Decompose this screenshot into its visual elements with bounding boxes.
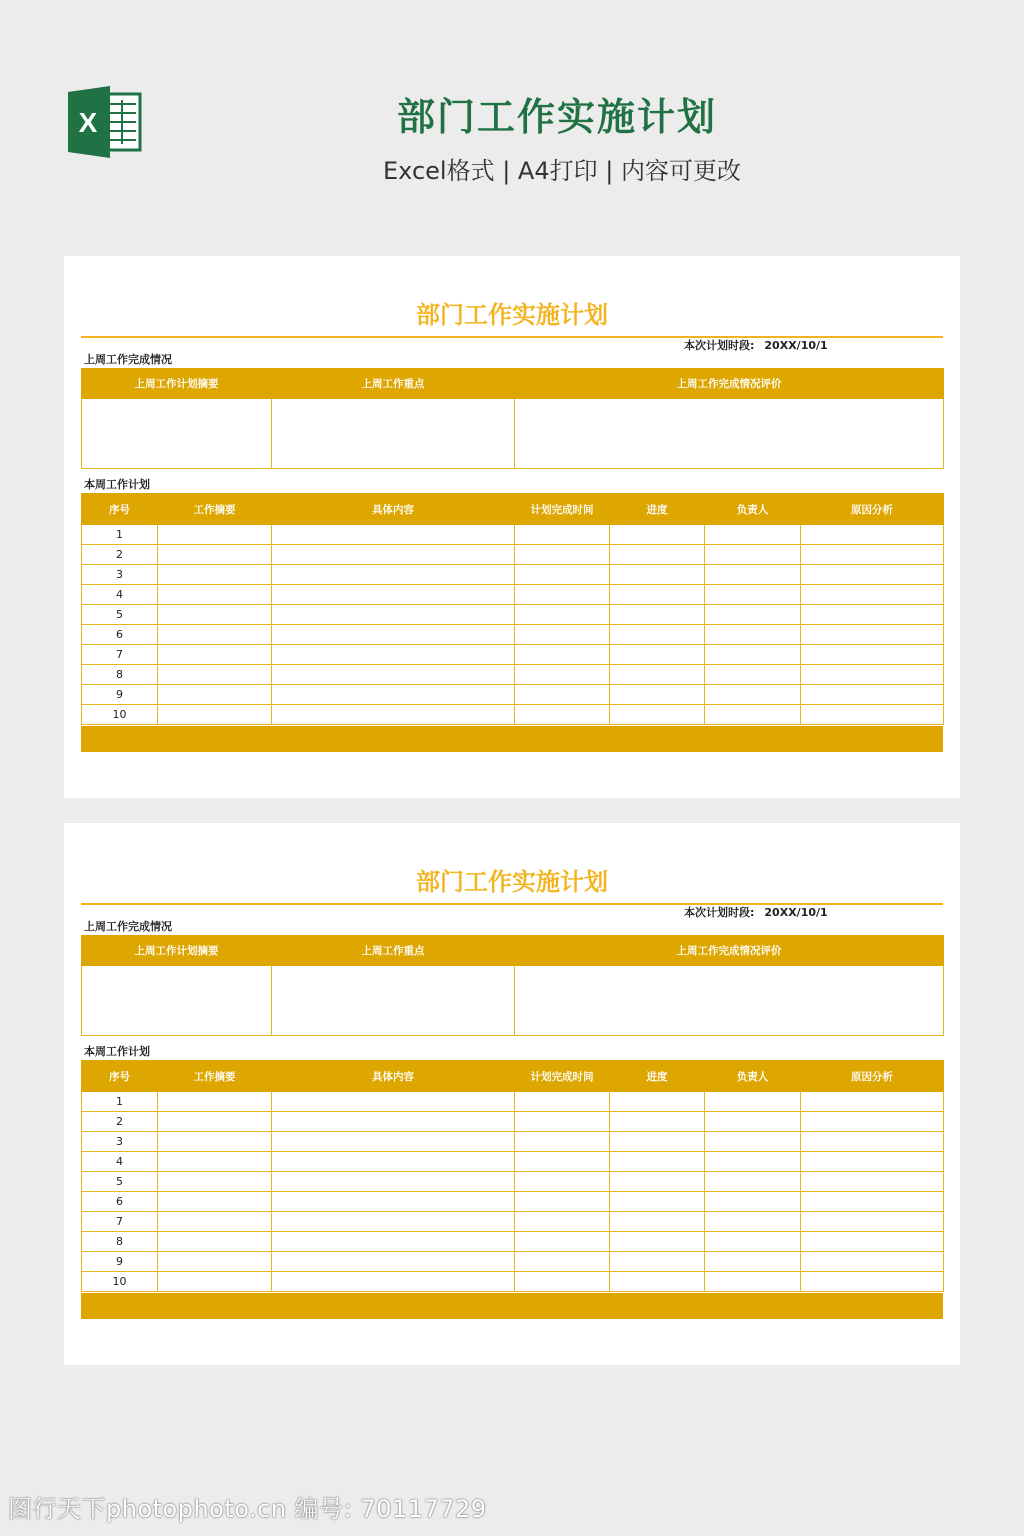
table-cell[interactable]	[272, 625, 515, 645]
table-cell[interactable]	[801, 645, 944, 665]
table-cell[interactable]	[272, 399, 515, 469]
table-footer-bar	[81, 726, 943, 752]
header-cell: 序号	[82, 494, 158, 525]
last-week-label: 上周工作完成情况	[84, 353, 172, 366]
page-subtitle: Excel格式 | A4打印 | 内容可更改	[383, 157, 741, 185]
table-cell[interactable]	[515, 525, 610, 545]
table-cell[interactable]	[272, 1192, 515, 1212]
table-cell[interactable]	[515, 645, 610, 665]
table-cell[interactable]	[705, 565, 801, 585]
table-cell[interactable]	[610, 1132, 705, 1152]
table-cell[interactable]	[515, 625, 610, 645]
table-cell[interactable]	[158, 665, 272, 685]
row-number-cell[interactable]: 7	[82, 645, 158, 665]
table-row	[82, 1212, 944, 1232]
table-row	[82, 1172, 944, 1192]
table-cell[interactable]	[610, 605, 705, 625]
table-cell[interactable]	[705, 1112, 801, 1132]
table-cell[interactable]	[158, 1092, 272, 1112]
table-cell[interactable]	[272, 1232, 515, 1252]
table-cell[interactable]	[801, 1192, 944, 1212]
table-cell[interactable]	[801, 1252, 944, 1272]
header-cell: 工作摘要	[158, 494, 272, 525]
table-cell[interactable]	[158, 585, 272, 605]
table-cell[interactable]	[158, 1232, 272, 1252]
table-header-row	[82, 369, 944, 399]
last-week-label: 上周工作完成情况	[84, 920, 172, 933]
table-cell[interactable]	[705, 1212, 801, 1232]
table-row	[82, 1132, 944, 1152]
table-cell[interactable]	[515, 1252, 610, 1272]
table-cell[interactable]	[801, 585, 944, 605]
table-cell[interactable]	[705, 525, 801, 545]
header-cell: 上周工作计划摘要	[82, 369, 272, 399]
table-row	[82, 565, 944, 585]
table-cell[interactable]	[801, 1092, 944, 1112]
table-cell[interactable]	[272, 685, 515, 705]
table-cell[interactable]	[610, 1252, 705, 1272]
table-cell[interactable]	[705, 645, 801, 665]
row-number-cell[interactable]: 1	[82, 525, 158, 545]
row-number-cell[interactable]: 9	[82, 685, 158, 705]
table-cell[interactable]	[158, 645, 272, 665]
table-cell[interactable]	[515, 585, 610, 605]
period-label: 本次计划时段:	[684, 906, 755, 919]
header-cell: 进度	[610, 1061, 705, 1092]
table-cell[interactable]	[801, 1272, 944, 1292]
plan-period	[684, 338, 944, 354]
table-header-row	[82, 936, 944, 966]
table-cell[interactable]	[272, 966, 515, 1036]
sheet-title: 部门工作实施计划	[416, 301, 608, 329]
table-cell[interactable]	[705, 1232, 801, 1252]
table-row	[82, 1252, 944, 1272]
table-cell[interactable]	[801, 545, 944, 565]
row-number-cell[interactable]: 10	[82, 1272, 158, 1292]
table-cell[interactable]	[158, 625, 272, 645]
row-number-cell[interactable]: 1	[82, 1092, 158, 1112]
table-cell[interactable]	[705, 625, 801, 645]
table-cell[interactable]	[272, 605, 515, 625]
header-cell: 上周工作重点	[272, 936, 515, 966]
table-row	[82, 705, 944, 725]
row-number-cell[interactable]: 2	[82, 545, 158, 565]
table-row	[82, 645, 944, 665]
table-cell[interactable]	[272, 545, 515, 565]
table-cell[interactable]	[801, 525, 944, 545]
this-week-label: 本周工作计划	[84, 478, 150, 491]
table-cell[interactable]	[705, 1132, 801, 1152]
header-cell: 上周工作完成情况评价	[515, 936, 944, 966]
table-row	[82, 525, 944, 545]
table-row	[82, 665, 944, 685]
table-row	[82, 1112, 944, 1132]
row-number-cell[interactable]: 10	[82, 705, 158, 725]
period-label: 本次计划时段:	[684, 339, 755, 352]
table-cell[interactable]	[515, 1232, 610, 1252]
table-row	[82, 585, 944, 605]
table-cell[interactable]	[158, 1252, 272, 1272]
table-cell[interactable]	[610, 665, 705, 685]
table-cell[interactable]	[610, 705, 705, 725]
header-cell: 上周工作完成情况评价	[515, 369, 944, 399]
table-cell[interactable]	[82, 966, 272, 1036]
table-row	[82, 605, 944, 625]
sheet-title: 部门工作实施计划	[416, 868, 608, 896]
watermark-text: 图行天下photophoto.cn 编号: 70117729	[8, 1495, 487, 1523]
row-number-cell[interactable]: 2	[82, 1112, 158, 1132]
page-header	[0, 0, 1024, 240]
table-cell[interactable]	[705, 665, 801, 685]
table-cell[interactable]	[515, 1112, 610, 1132]
table-cell[interactable]	[158, 1132, 272, 1152]
table-cell[interactable]	[272, 1272, 515, 1292]
table-cell[interactable]	[705, 1092, 801, 1112]
table-cell[interactable]	[515, 1272, 610, 1292]
table-cell[interactable]	[610, 565, 705, 585]
this-week-table	[81, 1060, 944, 1292]
table-cell[interactable]	[158, 1192, 272, 1212]
row-number-cell[interactable]: 6	[82, 625, 158, 645]
row-number-cell[interactable]: 8	[82, 665, 158, 685]
table-cell[interactable]	[705, 545, 801, 565]
table-cell[interactable]	[272, 1152, 515, 1172]
table-cell[interactable]	[801, 1232, 944, 1252]
table-cell[interactable]	[272, 1252, 515, 1272]
table-cell[interactable]	[610, 645, 705, 665]
header-cell: 具体内容	[272, 494, 515, 525]
row-number-cell[interactable]: 6	[82, 1192, 158, 1212]
table-cell[interactable]	[610, 1172, 705, 1192]
row-number-cell[interactable]: 5	[82, 605, 158, 625]
table-cell[interactable]	[610, 1192, 705, 1212]
row-number-cell[interactable]: 8	[82, 1232, 158, 1252]
table-cell[interactable]	[515, 1152, 610, 1172]
table-cell[interactable]	[272, 645, 515, 665]
svg-text:X: X	[78, 107, 98, 138]
last-week-table	[81, 935, 944, 1036]
this-week-label: 本周工作计划	[84, 1045, 150, 1058]
table-cell[interactable]	[515, 605, 610, 625]
table-cell[interactable]	[158, 1172, 272, 1192]
table-cell[interactable]	[801, 1212, 944, 1232]
table-cell[interactable]	[705, 605, 801, 625]
table-cell[interactable]	[158, 1112, 272, 1132]
table-cell[interactable]	[158, 605, 272, 625]
table-cell[interactable]	[272, 525, 515, 545]
page-title: 部门工作实施计划	[396, 95, 717, 139]
plan-sheet-1	[64, 256, 960, 798]
table-cell[interactable]	[158, 1272, 272, 1292]
header-cell: 上周工作重点	[272, 369, 515, 399]
table-cell[interactable]	[158, 545, 272, 565]
header-cell: 负责人	[705, 494, 801, 525]
table-row	[82, 625, 944, 645]
table-cell[interactable]	[610, 545, 705, 565]
table-cell[interactable]	[801, 1112, 944, 1132]
table-cell[interactable]	[610, 625, 705, 645]
table-cell[interactable]	[705, 1172, 801, 1192]
table-row	[82, 1192, 944, 1212]
row-number-cell[interactable]: 7	[82, 1212, 158, 1232]
table-cell[interactable]	[801, 565, 944, 585]
table-footer-bar	[81, 1293, 943, 1319]
table-cell[interactable]	[610, 1232, 705, 1252]
row-number-cell[interactable]: 3	[82, 1132, 158, 1152]
table-cell[interactable]	[272, 665, 515, 685]
table-header-row	[82, 494, 944, 525]
table-cell[interactable]	[272, 705, 515, 725]
table-row	[82, 1272, 944, 1292]
table-cell[interactable]	[705, 1152, 801, 1172]
table-cell[interactable]	[158, 705, 272, 725]
header-cell: 进度	[610, 494, 705, 525]
table-cell[interactable]	[158, 1152, 272, 1172]
table-cell[interactable]	[705, 585, 801, 605]
header-cell: 工作摘要	[158, 1061, 272, 1092]
table-cell[interactable]	[705, 705, 801, 725]
header-cell: 原因分析	[801, 494, 944, 525]
table-cell[interactable]	[610, 685, 705, 705]
table-cell[interactable]	[610, 1272, 705, 1292]
table-cell[interactable]	[272, 1092, 515, 1112]
header-cell: 计划完成时间	[515, 1061, 610, 1092]
table-cell[interactable]	[515, 1172, 610, 1192]
table-cell[interactable]	[272, 1172, 515, 1192]
table-cell[interactable]	[610, 525, 705, 545]
table-cell[interactable]	[801, 605, 944, 625]
header-cell: 序号	[82, 1061, 158, 1092]
table-cell[interactable]	[705, 1272, 801, 1292]
table-cell[interactable]	[158, 525, 272, 545]
header-cell: 上周工作计划摘要	[82, 936, 272, 966]
table-cell[interactable]	[801, 685, 944, 705]
table-cell[interactable]	[705, 1192, 801, 1212]
row-number-cell[interactable]: 4	[82, 1152, 158, 1172]
table-cell[interactable]	[515, 1192, 610, 1212]
this-week-table	[81, 493, 944, 725]
plan-sheet-2	[64, 823, 960, 1365]
last-week-table	[81, 368, 944, 469]
header-cell: 负责人	[705, 1061, 801, 1092]
table-cell[interactable]	[82, 399, 272, 469]
table-row	[82, 685, 944, 705]
table-cell[interactable]	[801, 1132, 944, 1152]
table-cell[interactable]	[272, 1132, 515, 1152]
table-cell[interactable]	[515, 1212, 610, 1232]
table-cell[interactable]	[801, 705, 944, 725]
table-cell[interactable]	[515, 665, 610, 685]
period-value[interactable]: 20XX/10/1	[764, 906, 828, 919]
table-cell[interactable]	[515, 399, 944, 469]
table-cell[interactable]	[515, 1132, 610, 1152]
table-cell[interactable]	[158, 685, 272, 705]
table-row	[82, 1232, 944, 1252]
row-number-cell[interactable]: 9	[82, 1252, 158, 1272]
table-row	[82, 966, 944, 1036]
header-cell: 原因分析	[801, 1061, 944, 1092]
table-cell[interactable]	[801, 1152, 944, 1172]
table-row	[82, 399, 944, 469]
table-cell[interactable]	[515, 685, 610, 705]
table-row	[82, 545, 944, 565]
table-cell[interactable]	[272, 565, 515, 585]
table-cell[interactable]	[158, 565, 272, 585]
table-cell[interactable]	[610, 1112, 705, 1132]
table-header-row	[82, 1061, 944, 1092]
period-value[interactable]: 20XX/10/1	[764, 339, 828, 352]
header-cell: 计划完成时间	[515, 494, 610, 525]
table-cell[interactable]	[272, 1212, 515, 1232]
header-cell: 具体内容	[272, 1061, 515, 1092]
table-cell[interactable]	[272, 1112, 515, 1132]
table-cell[interactable]	[610, 1152, 705, 1172]
table-cell[interactable]	[610, 1092, 705, 1112]
plan-period	[684, 905, 944, 921]
table-row	[82, 1092, 944, 1112]
table-cell[interactable]	[515, 1092, 610, 1112]
table-cell[interactable]	[801, 625, 944, 645]
row-number-cell[interactable]: 4	[82, 585, 158, 605]
table-cell[interactable]	[515, 705, 610, 725]
table-cell[interactable]	[705, 685, 801, 705]
table-cell[interactable]	[272, 585, 515, 605]
table-cell[interactable]	[801, 1172, 944, 1192]
table-cell[interactable]	[515, 545, 610, 565]
table-cell[interactable]	[610, 1212, 705, 1232]
table-cell[interactable]	[515, 565, 610, 585]
table-cell[interactable]	[801, 665, 944, 685]
table-cell[interactable]	[158, 1212, 272, 1232]
table-row	[82, 1152, 944, 1172]
table-cell[interactable]	[610, 585, 705, 605]
row-number-cell[interactable]: 5	[82, 1172, 158, 1192]
table-cell[interactable]	[515, 966, 944, 1036]
table-cell[interactable]	[705, 1252, 801, 1272]
row-number-cell[interactable]: 3	[82, 565, 158, 585]
